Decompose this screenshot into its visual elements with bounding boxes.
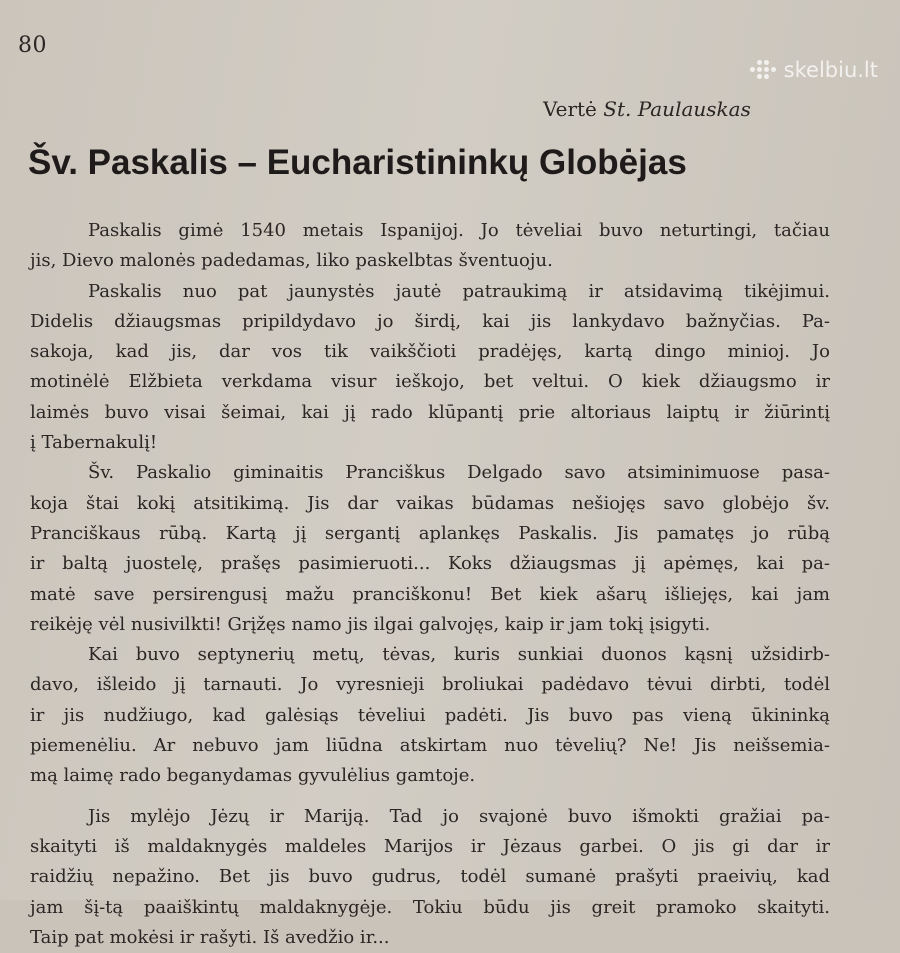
text-line: matė save persirengusį mažu pranciškonu! Bet kiek ašarų išliejęs, kai jam [30,583,830,605]
text-line: ir baltą juostelę, prašęs pasimieruoti... Koks džiaugsmas jį apėmęs, kai pa- [30,553,830,575]
text-line: laimės buvo visai šeimai, kai jį rado klūpantį prie altoriaus laiptų ir žiūrintį [30,401,830,423]
text-line: Paskalis gimė 1540 metais Ispanijoj. Jo tėveliai buvo neturtingi, tačiau [88,220,830,241]
paragraph-gap [30,792,830,802]
article-body [30,216,830,953]
text-line: sakoja, kad jis, dar vos tik vaikščioti pradėjęs, kartą dingo minioj. Jo [30,341,830,363]
byline-author: St. Paulauskas [603,97,751,121]
text-line: davo, išleido jį tarnauti. Jo vyresnieji broliukai padėdavo tėvui dirbti, todėl [30,674,830,696]
byline-prefix: Vertė [543,97,597,121]
text-line: Jis mylėjo Jėzų ir Mariją. Tad jo svajonė buvo išmokti gražiai pa- [88,805,830,827]
text-line: Pranciškaus rūbą. Kartą jį sergantį aplankęs Paskalis. Jis pamatęs jo rūbą [30,522,830,544]
dots-logo-icon [750,60,776,80]
text-line: Šv. Paskalio giminaitis Pranciškus Delgado savo atsiminimuose pasa- [88,462,830,484]
text-line: Taip pat mokėsi ir rašyti. Iš avedžio ir... [30,926,390,948]
text-line: ir jis nudžiugo, kad galėsiąs tėveliui padėti. Jis buvo pas vieną ūkininką [30,704,830,726]
paragraph [30,640,830,791]
paragraph [30,802,830,953]
paragraph [30,458,830,640]
byline [543,97,751,121]
text-line: Kai buvo septynerių metų, tėvas, kuris sunkiai duonos kąsnį užsidirb- [88,644,830,666]
text-line: skaityti iš maldaknygės maldeles Marijos ir Jėzaus garbei. O jis gi dar ir [30,835,830,857]
text-line: motinėlė Elžbieta verkdama visur ieškojo, bet veltui. O kiek džiaugsmo ir [30,371,830,393]
text-line: mą laimę rado beganydamas gyvulėlius gamtoje. [30,765,476,787]
text-line: reikėję vėl nusivilkti! Grįžęs namo jis ilgai galvojęs, kaip ir jam tokį įsigyti. [30,613,711,635]
paragraph [30,277,830,459]
paragraph [30,216,830,277]
watermark [750,58,878,82]
watermark-text: skelbiu.lt [783,58,878,82]
page-number: 80 [18,33,47,58]
text-line: raidžių nepažino. Bet jis buvo gudrus, todėl sumanė prašyti praeivių, kad [30,866,830,888]
text-line: koja štai kokį atsitikimą. Jis dar vaikas būdamas nešiojęs savo globėjo šv. [30,492,830,514]
text-line: į Tabernakulį! [30,432,158,454]
article-title: Šv. Paskalis – Eucharistininkų Globėjas [28,143,687,182]
text-line: Paskalis nuo pat jaunystės jautė patraukimą ir atsidavimą tikėjimui. [88,280,830,302]
text-line: piemenėliu. Ar nebuvo jam liūdna atskirtam nuo tėvelių? Ne! Jis neišsemia- [30,735,830,757]
text-line: jam šį-tą paaiškintų maldaknygėje. Tokiu būdu jis greit pramoko skaityti. [30,896,830,918]
text-line: jis, Dievo malonės padedamas, liko paskelbtas šventuoju. [30,250,553,272]
text-line: Didelis džiaugsmas pripildydavo jo širdį, kai jis lankydavo bažnyčias. Pa- [30,310,830,332]
